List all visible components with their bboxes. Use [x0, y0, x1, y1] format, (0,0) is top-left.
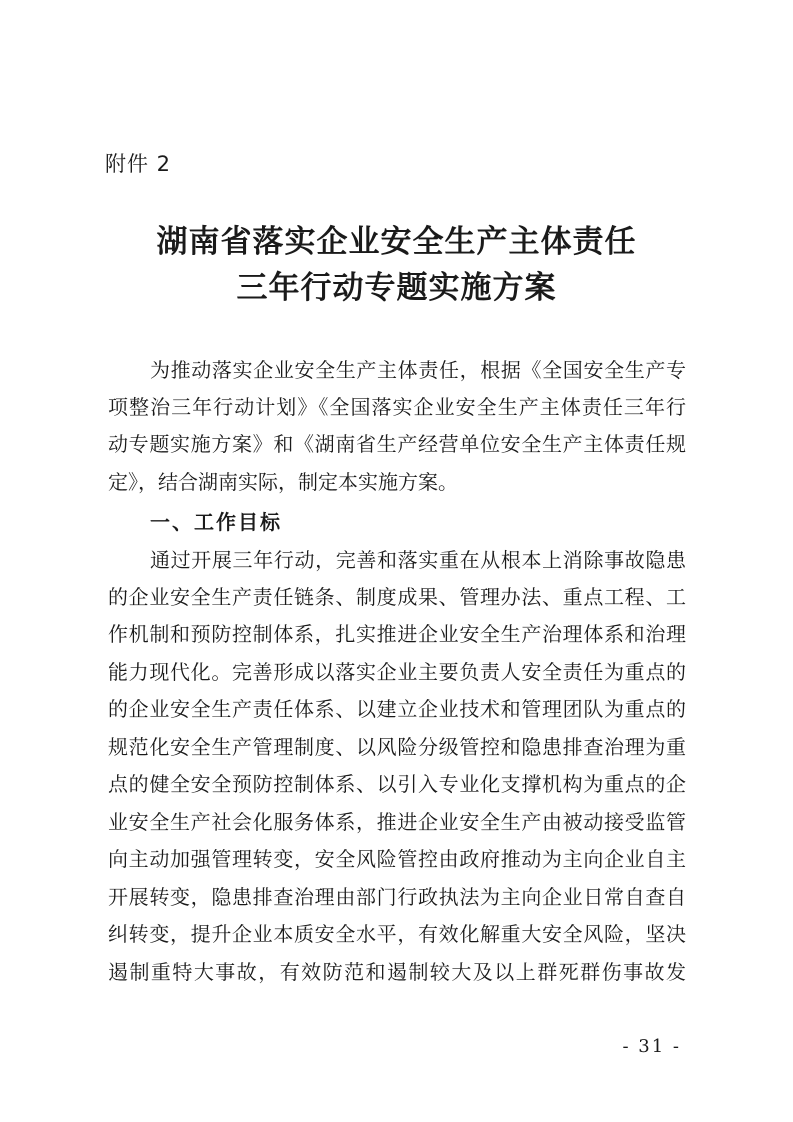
body-line: 通过开展三年行动，完善和落实重在从根本上消除事故隐患 [150, 548, 686, 572]
body-line: 的企业安全生产责任体系、以建立企业技术和管理团队为重点的 [108, 697, 686, 721]
body-line: 能力现代化。完善形成以落实企业主要负责人安全责任为重点的 [108, 660, 686, 684]
intro-line: 为推动落实企业安全生产主体责任，根据《全国安全生产专 [150, 358, 686, 382]
body-line: 业安全生产社会化服务体系，推进企业安全生产由被动接受监管 [108, 810, 686, 834]
body-line: 的企业安全生产责任链条、制度成果、管理办法、重点工程、工 [108, 585, 686, 609]
document-title-line-1: 湖南省落实企业安全生产主体责任 [156, 224, 637, 260]
body-line: 开展转变，隐患排查治理由部门行政执法为主向企业日常自查自 [108, 885, 686, 909]
body-line: 纠转变，提升企业本质安全水平，有效化解重大安全风险，坚决 [108, 922, 686, 946]
intro-line: 动专题实施方案》和《湖南省生产经营单位安全生产主体责任规 [108, 432, 686, 456]
section-heading: 一、工作目标 [150, 510, 282, 534]
body-line: 遏制重特大事故，有效防范和遏制较大及以上群死群伤事故发 [108, 960, 686, 984]
body-line: 规范化安全生产管理制度、以风险分级管控和隐患排查治理为重 [108, 735, 686, 759]
body-line: 作机制和预防控制体系，扎实推进企业安全生产治理体系和治理 [108, 622, 686, 646]
intro-line: 定》，结合湖南实际，制定本实施方案。 [108, 470, 458, 494]
intro-line: 项整治三年行动计划》《全国落实企业安全生产主体责任三年行 [108, 395, 686, 419]
body-line: 向主动加强管理转变，安全风险管控由政府推动为主向企业自主 [108, 847, 686, 871]
page-number: - 31 - [622, 1036, 681, 1057]
document-title-line-2: 三年行动专题实施方案 [236, 270, 557, 306]
body-line: 点的健全安全预防控制体系、以引入专业化支撑机构为重点的企 [108, 772, 686, 796]
attachment-label: 附件 2 [105, 152, 172, 176]
